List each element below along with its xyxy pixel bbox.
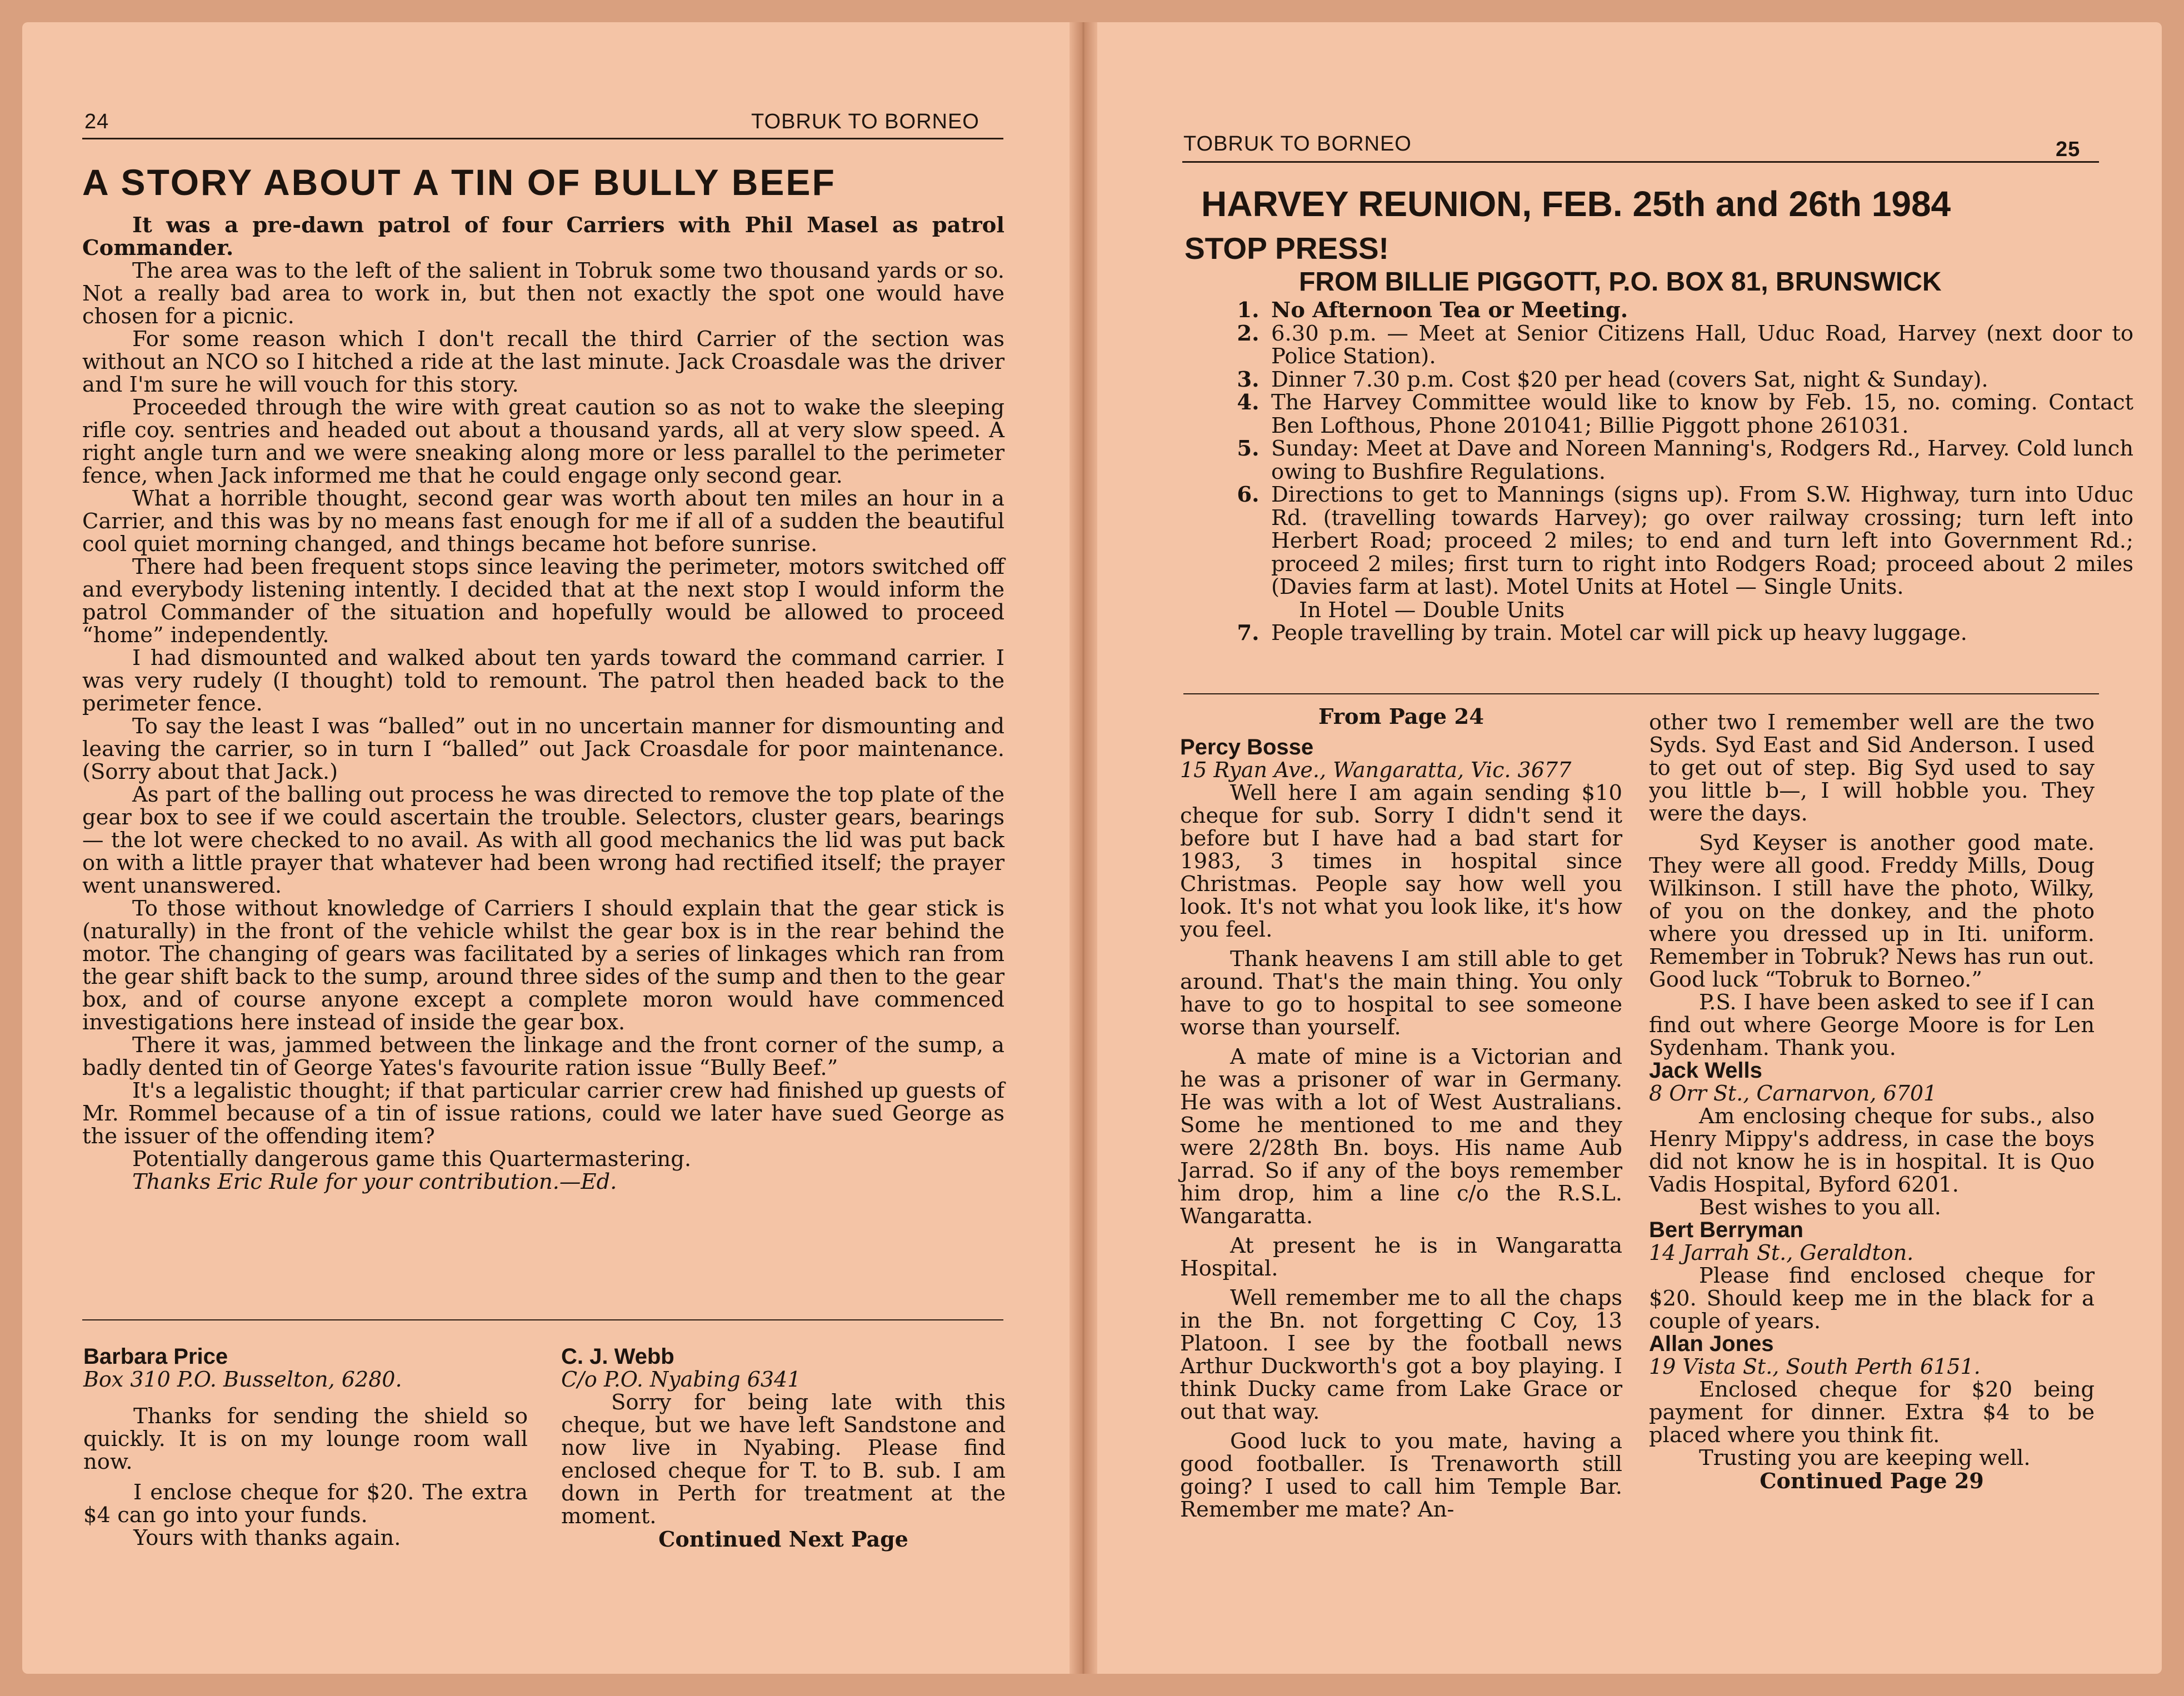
notice-item-6 [1267, 483, 2133, 622]
letter-address: 15 Ryan Ave., Wangaratta, Vic. 3677 [1180, 758, 1572, 782]
story-paragraph: It's a legalistic thought; if that particular carrier crew had finished up guests of Mr. Rommel because of a tin of issue rations, could we later have sued George as the issuer of the offending item? [82, 1078, 1004, 1149]
notice-item-sub: In Hotel — Double Units [1299, 597, 1565, 623]
letter-address: C/o P.O. Nyabing 6341 [561, 1367, 801, 1392]
story-paragraph: To those without knowledge of Carriers I should explain that the gear stick is (naturally) in the front of the vehicle whilst the gear box is in the rear behind the motor. The changing of gears was facilitated by a series of linkages which ran from the gear shift back to the sump, around three sides of the sump and then to the gear box, and of course anyone except a complete moron would have commenced investigations here instead of inside the gear box. [82, 896, 1004, 1035]
book-gutter [1069, 22, 1097, 1674]
letter-address: 19 Vista St., South Perth 6151. [1649, 1354, 1981, 1379]
page-number-left: 24 [84, 110, 109, 133]
letter-paragraph: Enclosed cheque for $20 being payment for dinner. Extra $4 to be placed where you think fit. [1649, 1377, 2095, 1448]
letter-paragraph: Thank heavens I am still able to get around. That's the main thing. You only have to go to hospital to see someone worse than yourself. [1180, 947, 1622, 1040]
letter-paragraph: Please find enclosed cheque for $20. Should keep me in the black for a couple of years. [1649, 1263, 2095, 1334]
running-head-left: TOBRUK TO BORNEO [751, 110, 979, 133]
letter-name: Percy Bosse [1180, 735, 1314, 759]
notice-item: 2. 6.30 p.m. — Meet at Senior Citizens Hall, Uduc Road, Harvey (next door to Police Station). [1267, 322, 2133, 368]
letter-paragraph: Thanks for sending the shield so quickly. It is on my lounge room wall now. [83, 1404, 528, 1474]
letter-paragraph: Well remember me to all the chaps in the Bn. not forgetting C Coy, 13 Platoon. I see by the football news Arthur Duckworth's got a boy playing. I think Ducky came from Lake Grace or out that way. [1180, 1285, 1622, 1424]
letter-name: Barbara Price [83, 1344, 228, 1369]
letter-paragraph: Am enclosing cheque for subs., also Henry Mippy's address, in case the boys did not know he is in hospital. It is Quo Vadis Hospital, Byford 6201. [1649, 1104, 2095, 1197]
notice-from: FROM BILLIE PIGGOTT, P.O. BOX 81, BRUNSWICK [1299, 267, 1942, 297]
letter-barbara-price [83, 1345, 528, 1549]
letter-cj-webb [561, 1345, 1006, 1550]
story-paragraph: As part of the balling out process he was directed to remove the top plate of the gear box to see if we could ascertain the trouble. Selectors, cluster gears, bearings — the lot were checked to no avail. As with all good mechanics the lid was put back on with a little prayer that whatever had been wrong had rectified itself; the prayer went unanswered. [82, 782, 1004, 898]
letter-name: Allan Jones [1649, 1332, 1774, 1356]
header-rule-right [1182, 161, 2099, 163]
letter-paragraph: P.S. I have been asked to see if I can find out where George Moore is for Len Sydenham. Thank you. [1649, 990, 2095, 1060]
letter-paragraph: A mate of mine is a Victorian and he was a prisoner of war in Germany. He was with a lot of West Australians. Some he mentioned to me and they were 2/28th Bn. boys. His name Aub Jarrad. So if any of the boys remember him drop, him a line c/o the R.S.L. Wangaratta. [1180, 1044, 1622, 1229]
story-paragraph: There had been frequent stops since leaving the perimeter, motors switched off and everybody listening intently. I decided that at the next stop I would inform the patrol Commander of the situation and hopefully would be allowed to proceed “home” independently. [82, 554, 1004, 648]
notice-item: 7. People travelling by train. Motel car will pick up heavy luggage. [1267, 622, 2133, 645]
letter-paragraph: I enclose cheque for $20. The extra $4 can go into your funds. [83, 1480, 528, 1528]
letters-column-2 [1649, 711, 2095, 1492]
story-credit: Thanks Eric Rule for your contribution.—Ed. [132, 1169, 617, 1194]
letter-name: Jack Wells [1649, 1058, 1762, 1083]
letter-paragraph: Best wishes to you all. [1699, 1195, 1941, 1220]
story-lead: It was a pre-dawn patrol of four Carriers with Phil Masel as patrol Commander. [82, 213, 1004, 261]
letter-paragraph: Yours with thanks again. [133, 1525, 401, 1550]
header-rule-left [82, 138, 1003, 139]
letter-paragraph: Trusting you are keeping well. [1699, 1445, 2031, 1470]
story-paragraph: Potentially dangerous game this Quartermastering. [132, 1147, 692, 1172]
story-paragraph: I had dismounted and walked about ten yards toward the command carrier. I was very rudely (I thought) told to remount. The patrol then headed back to the perimeter fence. [82, 646, 1004, 716]
page-number-right: 25 [2056, 138, 2081, 161]
notice-item: 1. No Afternoon Tea or Meeting. [1267, 299, 2133, 322]
notice-item: 3. Dinner 7.30 p.m. Cost $20 per head (covers Sat, night & Sunday). [1267, 368, 2133, 392]
letter-paragraph: Sorry for being late with this cheque, but we have left Sandstone and now live in Nyabing. Please find enclosed cheque for T. to B. sub. I am down in Perth for treatment at the moment. [561, 1390, 1006, 1529]
letter-paragraph: Syd Keyser is another good mate. They were all good. Freddy Mills, Doug Wilkinson. I still have the photo, Wilky, of you on the donkey, and the photo where you dressed up in Iti. uniform. Remember in Tobruk? News has run out. Good luck “Tobruk to Borneo.” [1649, 831, 2095, 992]
reunion-title: HARVEY REUNION, FEB. 25th and 26th 1984 [1201, 184, 1951, 224]
story-body [82, 214, 1004, 1193]
notice-item-text: Directions to get to Mannings (signs up). From S.W. Highway, turn into Uduc Rd. (travelling towards Harvey); go over railway crossing; turn left into Herbert Road; proceed 2 miles; to end and turn left into Government Rd.; proceed 2 miles; first turn to right into Rodgers Road; proceed about 2 miles (Davies farm at last). Motel Units at Hotel — Single Units. [1271, 482, 2133, 599]
story-end-rule [82, 1319, 1003, 1320]
letter-paragraph: other two I remember well are the two Syds. Syd East and Sid Anderson. I used to get out of step. Big Syd used to say you little b—, I will hobble you. They were the days. [1649, 710, 2095, 826]
letter-name: C. J. Webb [561, 1344, 674, 1369]
continued-next-page: Continued Next Page [658, 1527, 908, 1552]
story-paragraph: What a horrible thought, second gear was worth about ten miles an hour in a Carrier, and this was by no means fast enough for me if all of a sudden the beautiful cool quiet morning changed, and things became hot before sunrise. [82, 486, 1004, 557]
story-paragraph: For some reason which I don't recall the third Carrier of the section was without an NCO so I hitched a ride at the last minute. Jack Croasdale was the driver and I'm sure he will vouch for this story. [82, 327, 1004, 397]
reunion-notice-list [1228, 299, 2133, 645]
letter-address: Box 310 P.O. Busselton, 6280. [83, 1367, 402, 1392]
story-paragraph: Proceeded through the wire with great caution so as not to wake the sleeping rifle coy. sentries and headed out about a thousand yards, all at very slow speed. A right angle turn and we were sneaking along more or less parallel to the perimeter fence, when Jack informed me that he could engage only second gear. [82, 395, 1004, 488]
notice-end-rule [1183, 693, 2099, 694]
from-page-24: From Page 24 [1318, 704, 1485, 729]
letter-name: Bert Berryman [1649, 1218, 1803, 1242]
letter-address: 8 Orr St., Carnarvon, 6701 [1649, 1081, 1937, 1105]
story-title: A STORY ABOUT A TIN OF BULLY BEEF [82, 162, 836, 203]
stop-press: STOP PRESS! [1185, 231, 1389, 266]
letter-paragraph: Good luck to you mate, having a good footballer. Is Trenaworth still going? I used to call him Temple Bar. Remember me mate? An- [1180, 1429, 1622, 1522]
letter-paragraph: At present he is in Wangaratta Hospital. [1180, 1233, 1622, 1281]
story-paragraph: The area was to the left of the salient in Tobruk some two thousand yards or so. Not a really bad area to work in, but then not exactly the spot one would have chosen for a picnic. [82, 258, 1004, 329]
letter-paragraph: Well here I am again sending $10 cheque for sub. Sorry I didn't send it before but I have had a bad start for 1983, 3 times in hospital since Christmas. People say how well you look. It's not what you look like, it's how you feel. [1180, 781, 1622, 942]
story-paragraph: There it was, jammed between the linkage and the front corner of the sump, a badly dented tin of George Yates's favourite ration issue “Bully Beef.” [82, 1033, 1004, 1080]
continued-page-29: Continued Page 29 [1760, 1468, 1984, 1493]
letter-address: 14 Jarrah St., Geraldton. [1649, 1240, 1914, 1265]
running-head-right: TOBRUK TO BORNEO [1183, 132, 1412, 156]
notice-item: 5. Sunday: Meet at Dave and Noreen Manning's, Rodgers Rd., Harvey. Cold lunch owing to Bushfire Regulations. [1267, 437, 2133, 483]
letters-column-1 [1180, 706, 1622, 1521]
story-paragraph: To say the least I was “balled” out in no uncertain manner for dismounting and leaving the carrier, so in turn I “balled” out Jack Croasdale for poor maintenance. (Sorry about that Jack.) [82, 714, 1004, 784]
notice-item: 4. The Harvey Committee would like to know by Feb. 15, no. coming. Contact Ben Lofthous, Phone 201041; Billie Piggott phone 261031. [1267, 391, 2133, 437]
